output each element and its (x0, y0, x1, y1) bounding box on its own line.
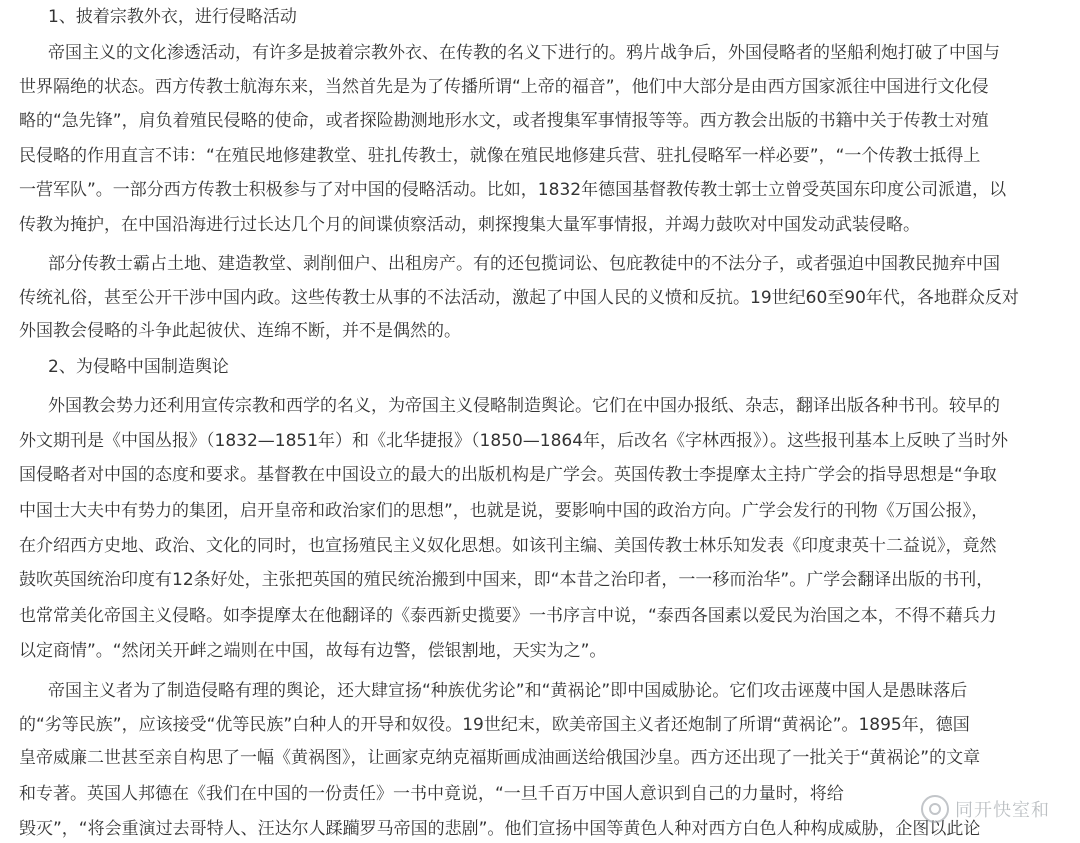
paragraph-line: 国侵略者对中国的态度和要求。基督教在中国设立的最大的出版机构是广学会。英国传教士李提摩太主持广学会的指导思想是“争取 (19, 465, 997, 485)
section-heading-2: 2、为侵略中国制造舆论 (48, 357, 229, 377)
paragraph-line: 外文期刊是《中国丛报》（1832—1851年）和《北华捷报》（1850—1864年，后改名《字林西报》）。这些报刊基本上反映了当时外 (19, 431, 1009, 451)
paragraph-line: 也常常美化帝国主义侵略。如李提摩太在他翻译的《泰西新史揽要》一书序言中说，“泰西各国素以爱民为治国之本，不得不藉兵力 (19, 606, 997, 626)
paragraph-line: 以定商情”。“然闭关开衅之端则在中国，故每有边警，偿银割地，天实为之”。 (19, 641, 607, 661)
paragraph-line: 传统礼俗，甚至公开干涉中国内政。这些传教士从事的不法活动，激起了中国人民的义愤和反抗。19世纪60至90年代，各地群众反对 (19, 288, 1019, 308)
paragraph-line: 部分传教士霸占土地、建造教堂、剥削佃户、出租房产。有的还包揽词讼、包庇教徒中的不法分子，或者强迫中国教民抛弃中国 (48, 254, 1000, 274)
paragraph-line: 世界隔绝的状态。西方传教士航海东来，当然首先是为了传播所谓“上帝的福音”，他们中大部分是由西方国家派往中国进行文化侵 (19, 77, 989, 97)
paragraph-line: 略的“急先锋”，肩负着殖民侵略的使命，或者探险勘测地形水文，或者搜集军事情报等等。西方教会出版的书籍中关于传教士对殖 (19, 111, 989, 131)
paragraph-line: 鼓吹英国统治印度有12条好处，主张把英国的殖民统治搬到中国来，即“本昔之治印者，一一移而治华”。广学会翻译出版的书刊， (19, 570, 994, 590)
paragraph-line: 中国士大夫中有势力的集团，启开皇帝和政治家们的思想”，也就是说，要影响中国的政治方向。广学会发行的刊物《万国公报》， (19, 501, 989, 521)
paragraph-line: 传教为掩护，在中国沿海进行过长达几个月的间谍侦察活动，刺探搜集大量军事情报，并竭力鼓吹对中国发动武装侵略。 (19, 215, 920, 235)
paragraph-line: 一营军队”。一部分西方传教士积极参与了对中国的侵略活动。比如，1832年德国基督教传教士郭士立曾受英国东印度公司派遣，以 (19, 180, 1007, 200)
paragraph-line: 帝国主义的文化渗透活动，有许多是披着宗教外衣、在传教的名义下进行的。鸦片战争后，外国侵略者的坚船利炮打破了中国与 (48, 43, 1000, 63)
watermark-text: 同开快室和 (955, 800, 1050, 821)
paragraph-line: 外国教会侵略的斗争此起彼伏、连绵不断，并不是偶然的。 (19, 321, 461, 341)
paragraph-line: 外国教会势力还利用宣传宗教和西学的名义，为帝国主义侵略制造舆论。它们在中国办报纸、杂志，翻译出版各种书刊。较早的 (48, 396, 1000, 416)
paragraph-line: 在介绍西方史地、政治、文化的同时，也宣扬殖民主义奴化思想。如该刊主编、美国传教士林乐知发表《印度隶英十二益说》，竟然 (19, 536, 997, 556)
paragraph-line: 皇帝威廉二世甚至亲自构思了一幅《黄祸图》，让画家克纳克福斯画成油画送给俄国沙皇。西方还出现了一批关于“黄祸论”的文章 (19, 748, 981, 768)
paragraph-line: 的“劣等民族”，应该接受“优等民族”白种人的开导和奴役。19世纪末，欧美帝国主义者还炮制了所谓“黄祸论”。1895年，德国 (19, 715, 970, 735)
paragraph-line: 毁灭”，“将会重演过去哥特人、汪达尔人蹂躏罗马帝国的悲剧”。他们宣扬中国等黄色人种对西方白色人种构成威胁，企图以此论 (19, 819, 981, 839)
section-heading-1: 1、披着宗教外衣，进行侵略活动 (48, 7, 297, 27)
paragraph-line: 和专著。英国人邦德在《我们在中国的一份责任》一书中竟说，“一旦千百万中国人意识到自己的力量时，将给 (19, 784, 844, 804)
paragraph-line: 民侵略的作用直言不讳：“在殖民地修建教堂、驻扎传教士，就像在殖民地修建兵营、驻扎侵略军一样必要”，“一个传教士抵得上 (19, 146, 981, 166)
paragraph-line: 帝国主义者为了制造侵略有理的舆论，还大肆宣扬“种族优劣论”和“黄祸论”即中国威胁论。它们攻击诬蔑中国人是愚昧落后 (48, 681, 968, 701)
